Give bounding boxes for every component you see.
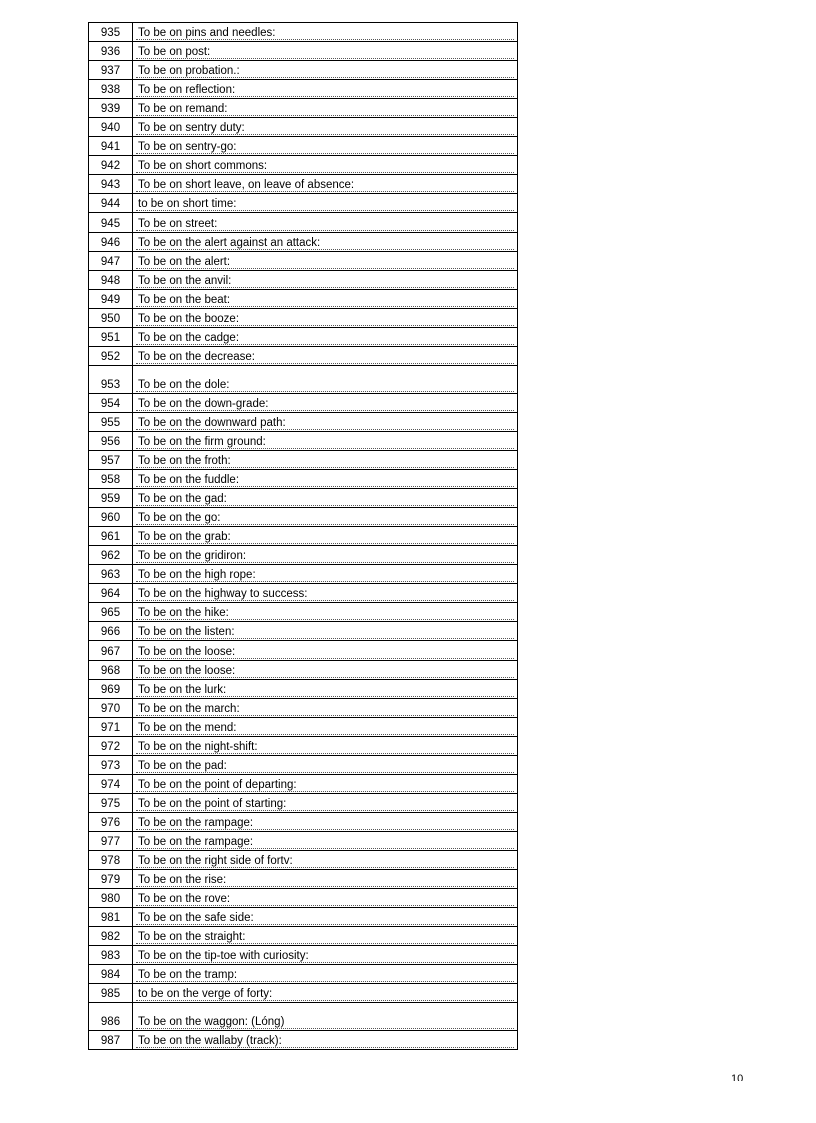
- row-phrase: To be on the hike:: [133, 603, 517, 621]
- row-phrase: To be on the alert:: [133, 252, 517, 270]
- row-number: 979: [89, 870, 133, 888]
- table-row: [89, 756, 517, 775]
- row-number: 987: [89, 1031, 133, 1049]
- row-phrase: To be on the straight:: [133, 927, 517, 945]
- row-number: 972: [89, 737, 133, 755]
- row-phrase: To be on remand:: [133, 99, 517, 117]
- row-phrase: To be on the downward path:: [133, 413, 517, 431]
- row-number: 943: [89, 175, 133, 193]
- row-number: 955: [89, 413, 133, 431]
- table-row: [89, 432, 517, 451]
- row-phrase: To be on the rove:: [133, 889, 517, 907]
- row-phrase: To be on the dole:: [133, 366, 517, 393]
- row-number: 959: [89, 489, 133, 507]
- table-row: [89, 584, 517, 603]
- row-phrase: To be on the loose:: [133, 641, 517, 659]
- row-number: 944: [89, 194, 133, 212]
- table-row: [89, 927, 517, 946]
- row-phrase: To be on the gridiron:: [133, 546, 517, 564]
- table-row: [89, 832, 517, 851]
- row-number: 974: [89, 775, 133, 793]
- table-row: [89, 946, 517, 965]
- table-row: [89, 527, 517, 546]
- row-phrase: To be on the lurk:: [133, 680, 517, 698]
- page-number: 10: [731, 1073, 744, 1081]
- row-phrase: To be on the froth:: [133, 451, 517, 469]
- table-row: [89, 413, 517, 432]
- table-row: [89, 118, 517, 137]
- table-row: [89, 451, 517, 470]
- table-row: [89, 851, 517, 870]
- row-phrase: To be on the point of starting:: [133, 794, 517, 812]
- table-row: [89, 213, 517, 232]
- row-number: 976: [89, 813, 133, 831]
- table-row: [89, 271, 517, 290]
- row-number: 947: [89, 252, 133, 270]
- row-number: 942: [89, 156, 133, 174]
- table-row: [89, 99, 517, 118]
- row-number: 977: [89, 832, 133, 850]
- table-row: [89, 394, 517, 413]
- row-number: 970: [89, 699, 133, 717]
- row-phrase: To be on the highway to success:: [133, 584, 517, 602]
- row-number: 971: [89, 718, 133, 736]
- row-number: 973: [89, 756, 133, 774]
- table-row: [89, 347, 517, 366]
- row-phrase: To be on reflection:: [133, 80, 517, 98]
- row-number: 984: [89, 965, 133, 983]
- row-number: 960: [89, 508, 133, 526]
- row-phrase: To be on the safe side:: [133, 908, 517, 926]
- table-row: [89, 61, 517, 80]
- row-number: 958: [89, 470, 133, 488]
- row-phrase: To be on the right side of fortv:: [133, 851, 517, 869]
- row-number: 935: [89, 23, 133, 41]
- row-phrase: To be on street:: [133, 213, 517, 231]
- row-phrase: To be on pins and needles:: [133, 23, 517, 41]
- row-phrase: To be on the anvil:: [133, 271, 517, 289]
- row-number: 962: [89, 546, 133, 564]
- table-row: [89, 80, 517, 99]
- table-row: [89, 366, 517, 394]
- table-row: [89, 470, 517, 489]
- table-row: [89, 889, 517, 908]
- table-row: [89, 737, 517, 756]
- table-row: [89, 252, 517, 271]
- row-phrase: To be on the firm ground:: [133, 432, 517, 450]
- row-phrase: To be on probation.:: [133, 61, 517, 79]
- table-row: [89, 870, 517, 889]
- table-row: [89, 622, 517, 641]
- row-phrase: To be on the point of departing:: [133, 775, 517, 793]
- row-number: 956: [89, 432, 133, 450]
- row-number: 950: [89, 309, 133, 327]
- table-row: [89, 603, 517, 622]
- row-number: 948: [89, 271, 133, 289]
- table-row: [89, 175, 517, 194]
- row-phrase: To be on the wallaby (track):: [133, 1031, 517, 1049]
- row-phrase: To be on the listen:: [133, 622, 517, 640]
- row-number: 980: [89, 889, 133, 907]
- row-phrase: To be on the rampage:: [133, 813, 517, 831]
- table-row: [89, 775, 517, 794]
- row-phrase: To be on the loose:: [133, 661, 517, 679]
- row-number: 985: [89, 984, 133, 1002]
- table-row: [89, 137, 517, 156]
- table-row: [89, 661, 517, 680]
- row-phrase: To be on the down-grade:: [133, 394, 517, 412]
- table-row: [89, 813, 517, 832]
- row-number: 964: [89, 584, 133, 602]
- row-number: 951: [89, 328, 133, 346]
- row-phrase: To be on the gad:: [133, 489, 517, 507]
- table-row: [89, 328, 517, 347]
- row-phrase: To be on the cadge:: [133, 328, 517, 346]
- row-phrase: To be on post:: [133, 42, 517, 60]
- row-number: 978: [89, 851, 133, 869]
- table-row: [89, 908, 517, 927]
- table-row: [89, 984, 517, 1003]
- row-number: 966: [89, 622, 133, 640]
- table-row: [89, 489, 517, 508]
- row-phrase: To be on the night-shift:: [133, 737, 517, 755]
- row-number: 968: [89, 661, 133, 679]
- table-row: [89, 23, 517, 42]
- table-row: [89, 290, 517, 309]
- row-phrase: To be on the tip-toe with curiosity:: [133, 946, 517, 964]
- row-number: 936: [89, 42, 133, 60]
- table-row: [89, 1003, 517, 1031]
- row-phrase: To be on the march:: [133, 699, 517, 717]
- row-phrase: To be on the rampage:: [133, 832, 517, 850]
- row-phrase: To be on the pad:: [133, 756, 517, 774]
- row-number: 969: [89, 680, 133, 698]
- table-row: [89, 546, 517, 565]
- row-phrase: To be on the beat:: [133, 290, 517, 308]
- row-number: 963: [89, 565, 133, 583]
- row-phrase: To be on the alert against an attack:: [133, 233, 517, 251]
- row-phrase: to be on the verge of forty:: [133, 984, 517, 1002]
- table-row: [89, 156, 517, 175]
- row-number: 952: [89, 347, 133, 365]
- table-row: [89, 1031, 517, 1050]
- row-phrase: To be on the mend:: [133, 718, 517, 736]
- row-number: 975: [89, 794, 133, 812]
- row-phrase: To be on the high rope:: [133, 565, 517, 583]
- row-phrase: To be on the waggon: (Lóng): [133, 1003, 517, 1030]
- table-row: [89, 680, 517, 699]
- row-number: 940: [89, 118, 133, 136]
- row-number: 986: [89, 1003, 133, 1030]
- table-row: [89, 565, 517, 584]
- table-row: [89, 42, 517, 61]
- table-row: [89, 699, 517, 718]
- row-phrase: To be on sentry-go:: [133, 137, 517, 155]
- row-number: 982: [89, 927, 133, 945]
- row-phrase: to be on short time:: [133, 194, 517, 212]
- row-phrase: To be on the fuddle:: [133, 470, 517, 488]
- row-number: 965: [89, 603, 133, 621]
- row-number: 938: [89, 80, 133, 98]
- row-number: 981: [89, 908, 133, 926]
- row-phrase: To be on short commons:: [133, 156, 517, 174]
- table-row: [89, 965, 517, 984]
- row-number: 957: [89, 451, 133, 469]
- row-number: 967: [89, 641, 133, 659]
- row-phrase: To be on the grab:: [133, 527, 517, 545]
- row-phrase: To be on the decrease:: [133, 347, 517, 365]
- table-row: [89, 233, 517, 252]
- row-phrase: To be on the tramp:: [133, 965, 517, 983]
- table-row: [89, 718, 517, 737]
- table-row: [89, 794, 517, 813]
- row-phrase: To be on sentry duty:: [133, 118, 517, 136]
- row-number: 961: [89, 527, 133, 545]
- table-row: [89, 508, 517, 527]
- row-number: 983: [89, 946, 133, 964]
- row-number: 945: [89, 213, 133, 231]
- row-number: 946: [89, 233, 133, 251]
- table-row: [89, 641, 517, 660]
- row-phrase: To be on the booze:: [133, 309, 517, 327]
- row-number: 941: [89, 137, 133, 155]
- vocabulary-table: [88, 22, 518, 1050]
- row-number: 954: [89, 394, 133, 412]
- table-row: [89, 194, 517, 213]
- row-phrase: To be on the go:: [133, 508, 517, 526]
- row-phrase: To be on short leave, on leave of absence:: [133, 175, 517, 193]
- row-number: 937: [89, 61, 133, 79]
- row-number: 953: [89, 366, 133, 393]
- table-row: [89, 309, 517, 328]
- row-number: 939: [89, 99, 133, 117]
- row-phrase: To be on the rise:: [133, 870, 517, 888]
- row-number: 949: [89, 290, 133, 308]
